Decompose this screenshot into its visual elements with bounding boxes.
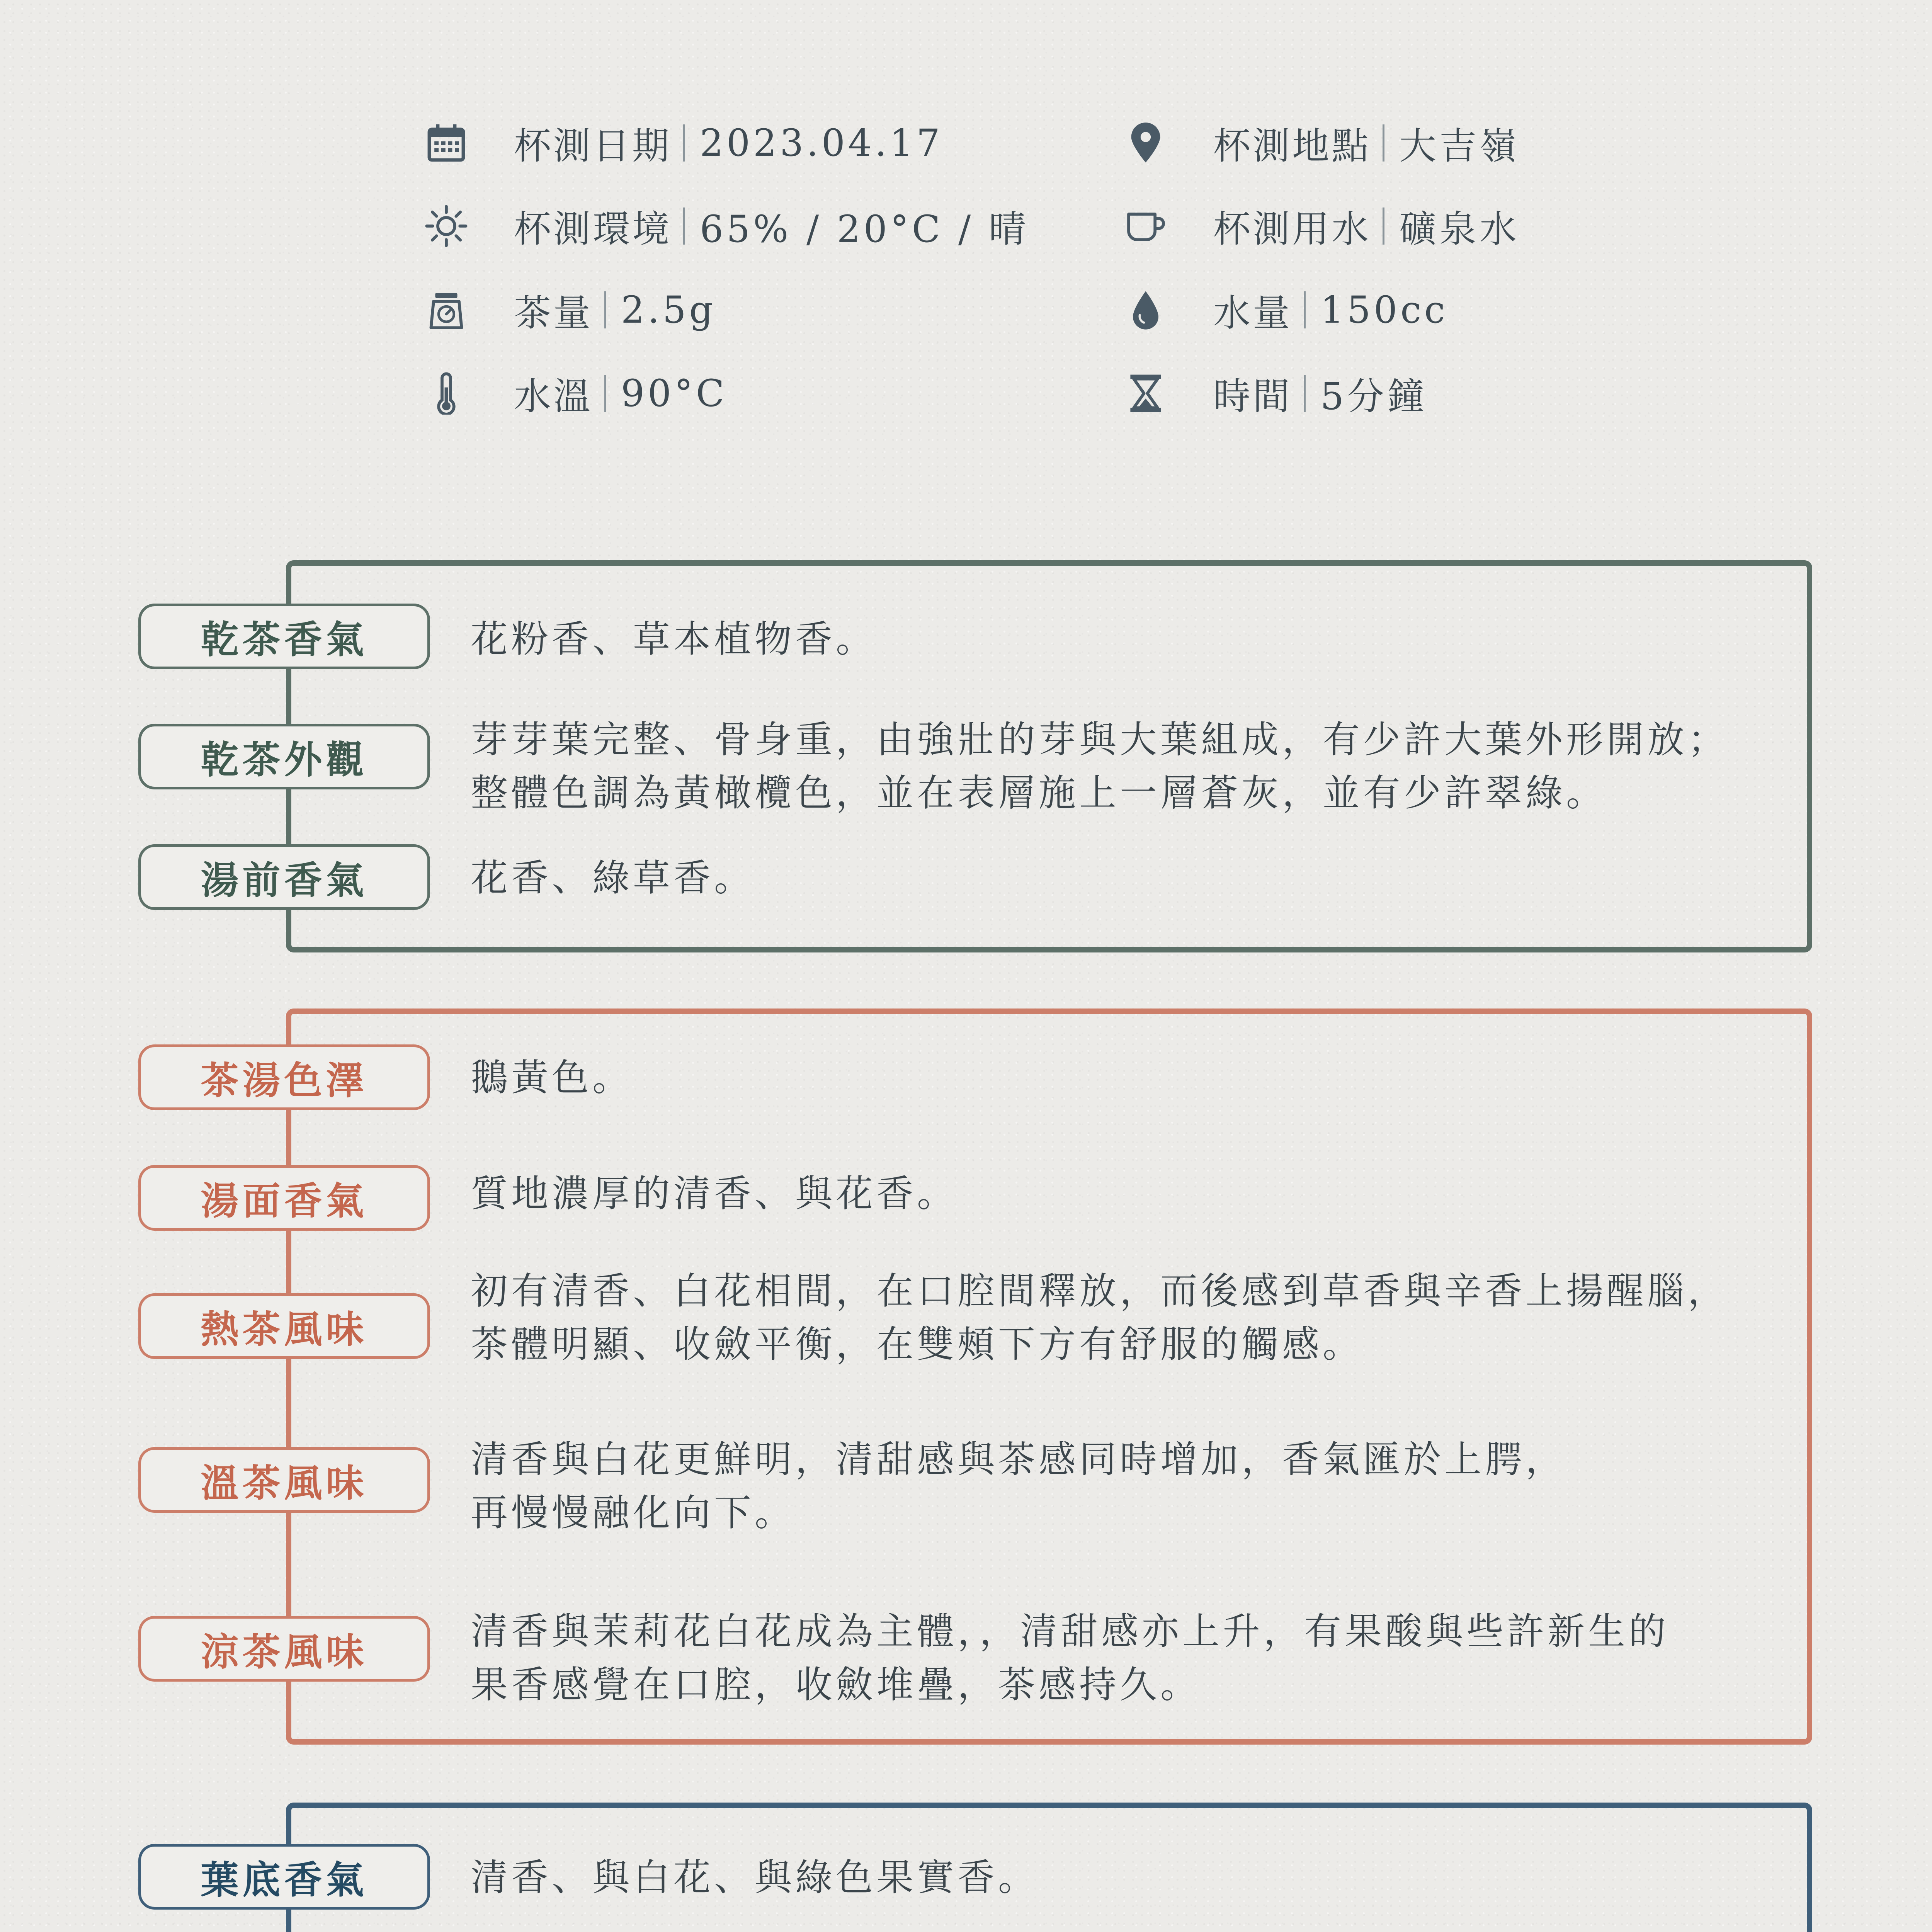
desc-line: 整體色調為黃橄欖色，並在表層施上一層蒼灰，並有少許翠綠。 [471, 771, 1607, 815]
divider [683, 124, 685, 162]
desc-line: 清香、與白花、與綠色果實香。 [471, 1856, 1039, 1899]
info-location [1124, 112, 1520, 174]
desc-line: 初有清香、白花相間，在口腔間釋放，而後感到草香與辛香上揚醒腦， [471, 1269, 1728, 1313]
divider [1383, 207, 1384, 245]
desc-line: 鵝黃色。 [471, 1056, 633, 1099]
divider [604, 291, 606, 328]
divider [683, 207, 685, 245]
info-label: 水量 [1213, 291, 1292, 335]
info-value: 大吉嶺 [1399, 124, 1520, 168]
info-label: 杯測地點 [1213, 124, 1371, 168]
info-tea-amount [425, 279, 716, 341]
tag-warm-flavor: 溫茶風味 [138, 1447, 430, 1513]
water-drop-icon [1124, 289, 1167, 331]
tag-liquor-color: 茶湯色澤 [138, 1044, 430, 1110]
desc-liquor-color [471, 1051, 1765, 1104]
info-water-amount [1124, 279, 1448, 341]
desc-line: 花香、綠草香。 [471, 856, 755, 900]
tag-pre-steep-aroma: 湯前香氣 [138, 844, 430, 910]
desc-line: 果香感覺在口腔，收斂堆疊，茶感持久。 [471, 1663, 1201, 1706]
info-value: 礦泉水 [1399, 207, 1520, 251]
desc-line: 清香與茉莉花白花成為主體，，清甜感亦上升，有果酸與些許新生的 [471, 1610, 1669, 1653]
info-value: 2023.04.17 [700, 121, 943, 165]
info-environment [425, 195, 1029, 257]
scale-icon [425, 289, 468, 331]
info-value: 2.5g [621, 288, 716, 332]
tag-leaf-aroma: 葉底香氣 [138, 1844, 430, 1910]
info-value: 150cc [1320, 288, 1448, 332]
desc-leaf-aroma [471, 1851, 1765, 1904]
divider [1383, 124, 1384, 162]
calendar-icon [425, 122, 468, 164]
desc-cool-flavor [471, 1605, 1765, 1711]
tag-surface-aroma: 湯面香氣 [138, 1165, 430, 1231]
thermometer-icon [425, 372, 468, 415]
info-value: 5分鐘 [1320, 374, 1428, 418]
tag-cool-flavor: 涼茶風味 [138, 1616, 430, 1682]
info-time [1124, 362, 1427, 424]
info-label: 杯測環境 [514, 207, 672, 251]
divider [1304, 291, 1306, 328]
info-label: 時間 [1213, 374, 1292, 418]
info-date [425, 112, 943, 174]
desc-line: 花粉香、草本植物香。 [471, 617, 876, 661]
desc-dry-appearance [471, 713, 1765, 820]
desc-warm-flavor [471, 1433, 1765, 1539]
tag-hot-flavor: 熱茶風味 [138, 1293, 430, 1359]
tag-dry-appearance: 乾茶外觀 [138, 724, 430, 789]
divider [604, 375, 606, 412]
hourglass-icon [1124, 372, 1167, 415]
tag-dry-aroma: 乾茶香氣 [138, 604, 430, 669]
desc-line: 茶體明顯、收斂平衡，在雙頰下方有舒服的觸感。 [471, 1323, 1363, 1366]
info-water-type [1124, 195, 1520, 257]
info-water-temp [425, 362, 728, 424]
info-value: 90°C [621, 372, 728, 415]
desc-hot-flavor [471, 1264, 1765, 1371]
desc-dry-aroma [471, 612, 1765, 666]
info-label: 杯測日期 [514, 124, 672, 168]
desc-line: 芽芽葉完整、骨身重，由強壯的芽與大葉組成，有少許大葉外形開放； [471, 718, 1728, 761]
desc-surface-aroma [471, 1167, 1765, 1220]
info-value: 65% / 20°C / 晴 [700, 207, 1029, 251]
location-pin-icon [1124, 122, 1167, 164]
info-label: 杯測用水 [1213, 207, 1371, 251]
sun-icon [425, 205, 468, 247]
divider [1304, 375, 1306, 412]
desc-line: 再慢慢融化向下。 [471, 1491, 795, 1534]
cup-icon [1124, 205, 1167, 247]
desc-line: 質地濃厚的清香、與花香。 [471, 1172, 957, 1215]
info-label: 茶量 [514, 291, 593, 335]
info-label: 水溫 [514, 374, 593, 418]
desc-line: 清香與白花更鮮明，清甜感與茶感同時增加，香氣匯於上腭， [471, 1438, 1566, 1481]
desc-pre-steep-aroma [471, 851, 1765, 905]
